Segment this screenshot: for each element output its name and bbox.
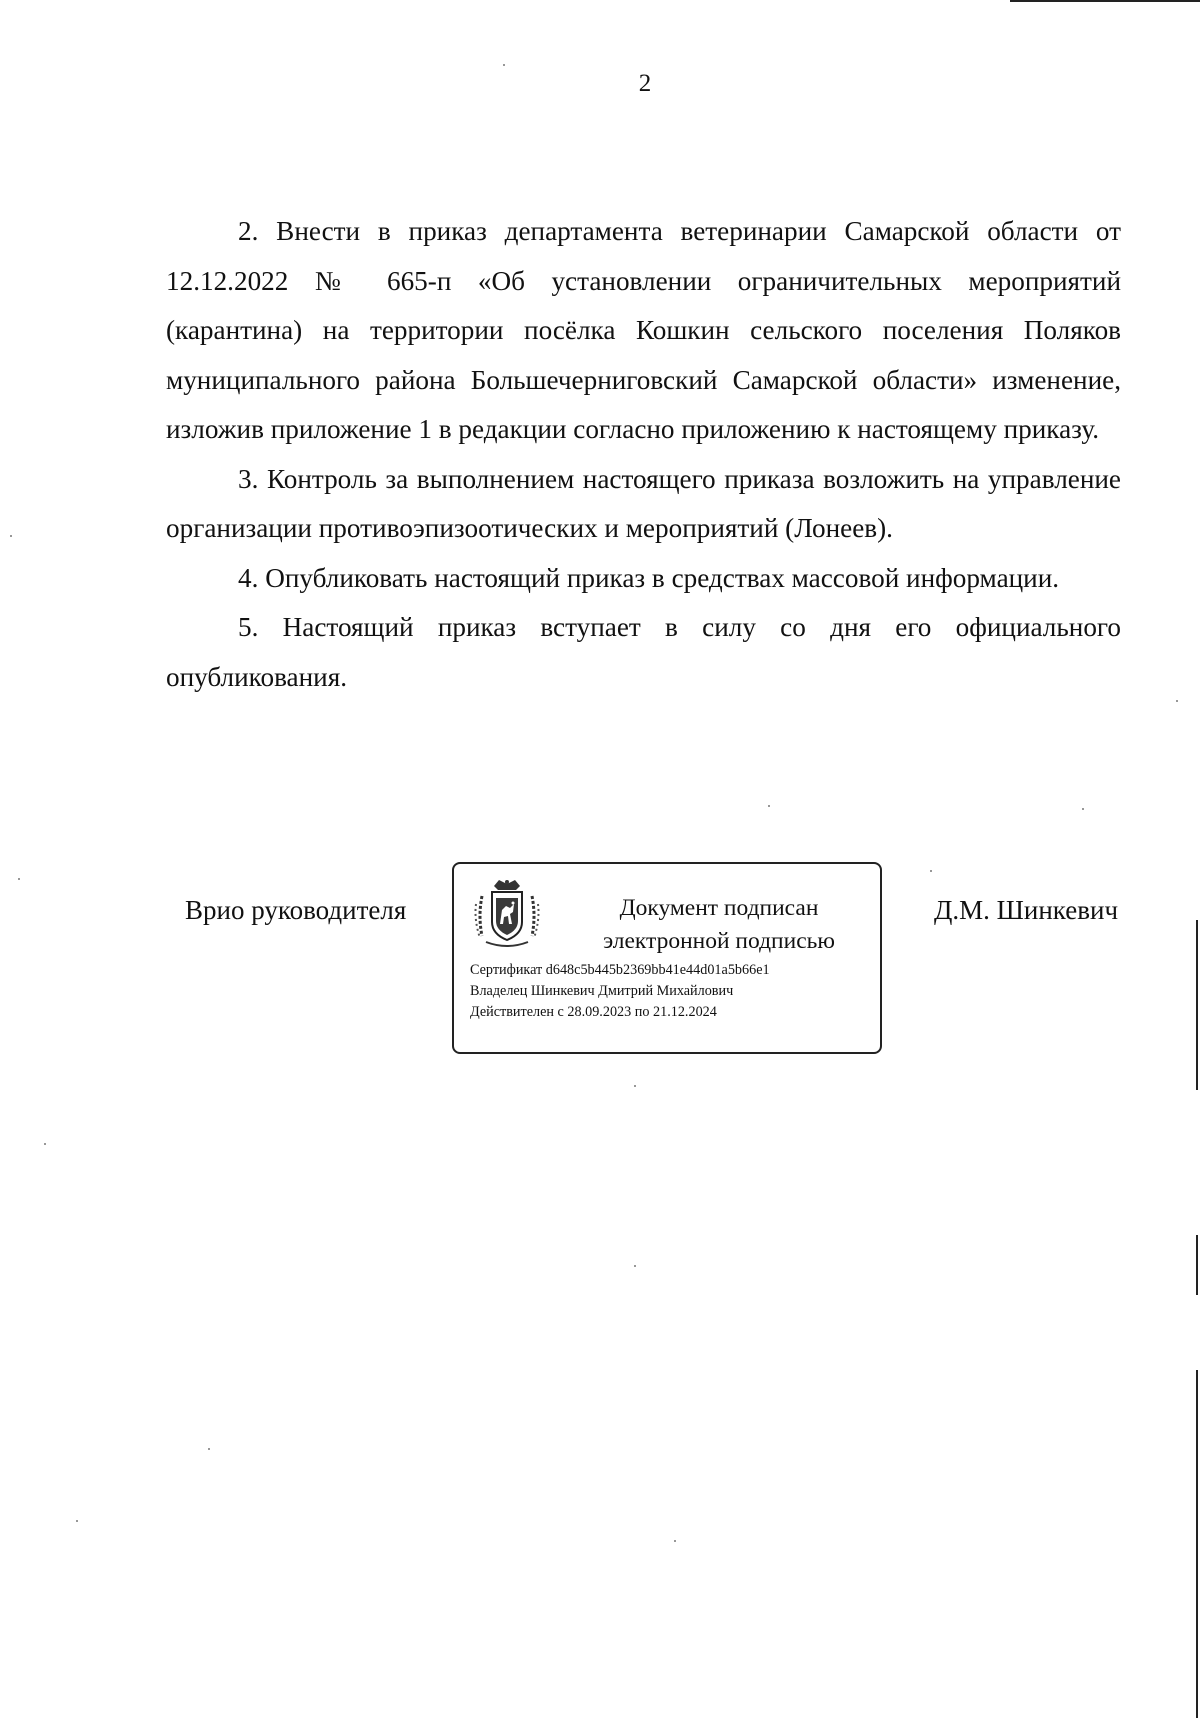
scan-speck (634, 1265, 636, 1267)
electronic-signature-stamp (452, 862, 882, 1054)
scan-speck (1176, 700, 1178, 702)
samara-coat-of-arms-icon (472, 876, 542, 948)
scan-speck (1082, 808, 1084, 810)
scan-speck (44, 1143, 46, 1145)
scan-edge-right-3 (1196, 1370, 1198, 1718)
scan-speck (674, 1540, 676, 1542)
paragraph-amendment: 2. Внести в приказ департамента ветеринарии Самарской области от 12.12.2022 № 665-п «Об установлении ограничительных мероприятий (карантина) на территории посёлка Кошкин сельского поселения Поляков муниципального района Большечерниговский Самарской области» изменение, изложив приложение 1 в редакции согласно приложению к настоящему приказу. (166, 216, 1121, 444)
scan-speck (208, 1448, 210, 1450)
scan-edge-right-2 (1196, 1235, 1198, 1295)
scan-edge-right-1 (1196, 920, 1198, 1090)
stamp-owner: Владелец Шинкевич Дмитрий Михайлович (470, 983, 734, 999)
scan-speck (18, 878, 20, 880)
scan-speck (768, 805, 770, 807)
stamp-heading (574, 892, 864, 958)
stamp-details (470, 960, 770, 1023)
stamp-heading-line1: Документ подписан (619, 895, 819, 921)
paragraph-control: 3. Контроль за выполнением настоящего приказа возложить на управление организации противоэпизоотических и мероприятий (Лонеев). (166, 463, 1121, 543)
stamp-heading-line2: электронной подписью (603, 928, 835, 954)
scan-speck (10, 535, 12, 537)
stamp-certificate: Сертификат d648c5b445b2369bb41e44d01a5b66e1 (470, 962, 770, 978)
scan-speck (76, 1520, 78, 1522)
page-number: 2 (638, 70, 652, 97)
scan-speck (634, 1085, 636, 1087)
signer-position: Врио руководителя (185, 895, 407, 925)
scan-speck (930, 870, 932, 872)
signer-name: Д.М. Шинкевич (934, 895, 1119, 925)
document-body (166, 207, 1121, 702)
paragraph-publish: 4. Опубликовать настоящий приказ в средствах массовой информации. (238, 562, 1060, 593)
scan-edge-top (1010, 0, 1200, 2)
scan-speck (503, 64, 505, 66)
stamp-validity: Действителен с 28.09.2023 по 21.12.2024 (470, 1004, 717, 1020)
paragraph-effective-date: 5. Настоящий приказ вступает в силу со дня его официального опубликования. (166, 612, 1121, 692)
